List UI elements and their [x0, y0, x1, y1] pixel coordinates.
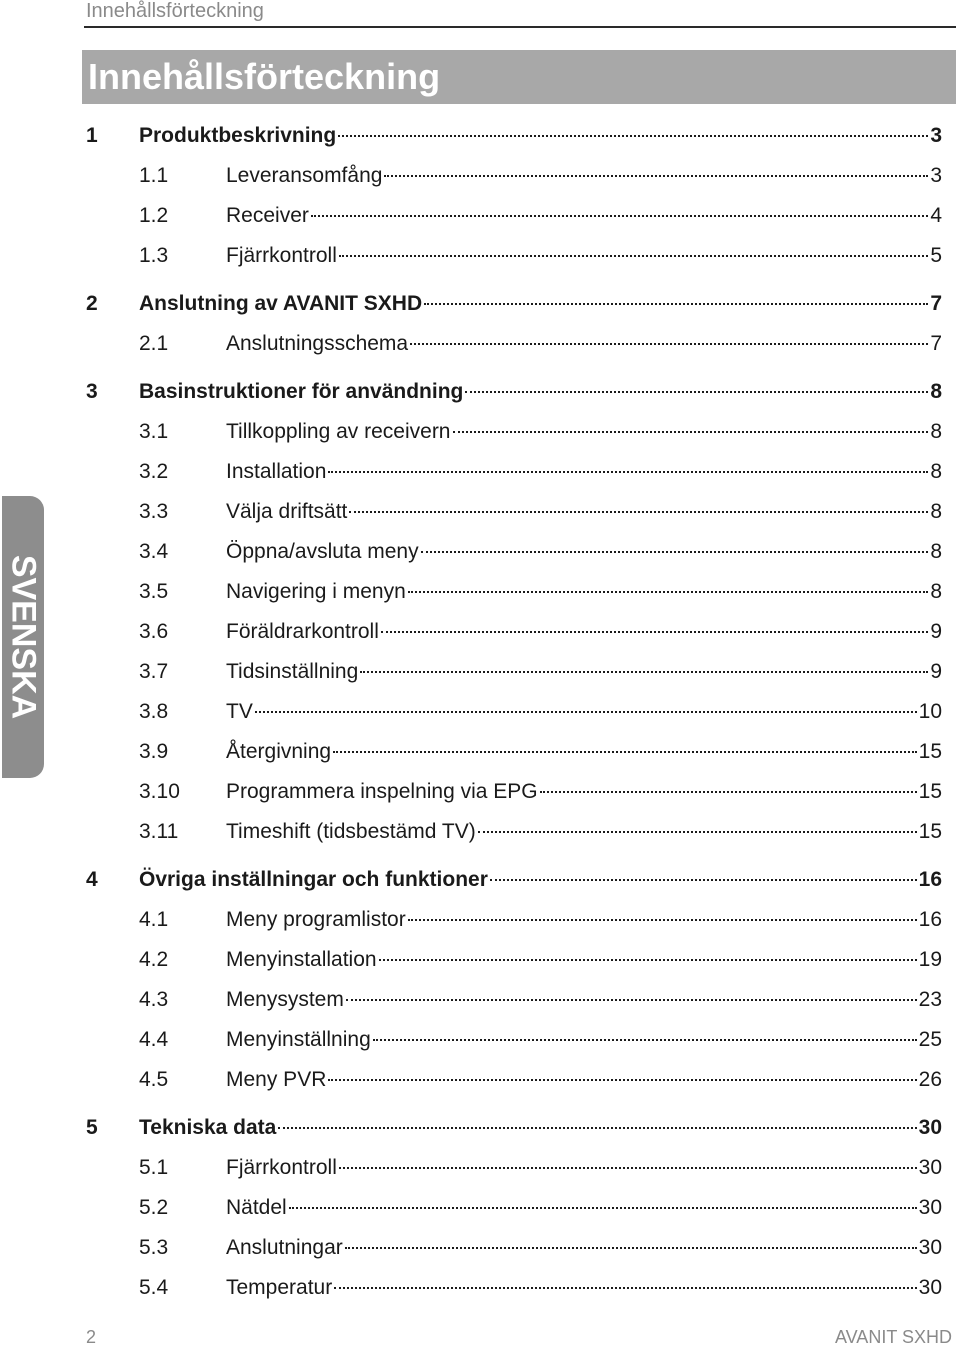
toc-entry-number: 3.7 [139, 660, 169, 683]
toc-section-row[interactable] [86, 1060, 942, 1100]
toc-section-row[interactable] [86, 1268, 942, 1308]
toc-section-row[interactable] [86, 452, 942, 492]
page-title: Innehållsförteckning [88, 56, 441, 97]
toc-section-row[interactable] [86, 940, 942, 980]
toc-section-row[interactable] [86, 236, 942, 276]
toc-dot-leader [421, 550, 929, 553]
toc-entry-page: 23 [918, 988, 942, 1011]
toc-entry-page: 26 [918, 1068, 942, 1091]
toc-section-row[interactable] [86, 412, 942, 452]
toc-entry-title: Tillkoppling av receivern [226, 420, 451, 443]
toc-entry-number: 4.3 [139, 988, 169, 1011]
toc-entry-title: Fjärrkontroll [226, 244, 337, 267]
toc-entry-number: 4.2 [139, 948, 169, 971]
toc-section-row[interactable] [86, 1148, 942, 1188]
toc-entry-page: 15 [918, 740, 942, 763]
toc-entry-title: Välja driftsätt [226, 500, 348, 523]
toc-entry-page: 25 [918, 1028, 942, 1051]
toc-dot-leader [379, 958, 917, 961]
toc-dot-leader [278, 1126, 916, 1129]
toc-section-row[interactable] [86, 1228, 942, 1268]
toc-dot-leader [453, 430, 929, 433]
toc-entry-title: Menyinstallation [226, 948, 377, 971]
toc-entry-title: Meny PVR [226, 1068, 327, 1091]
toc-entry-number: 1.1 [139, 164, 169, 187]
toc-entry-page: 15 [918, 820, 942, 843]
toc-entry-title: Installation [226, 460, 327, 483]
toc-chapter-row[interactable] [86, 372, 942, 412]
toc-entry-title: Övriga inställningar och funktioner [139, 868, 488, 891]
toc-section-row[interactable] [86, 652, 942, 692]
toc-dot-leader [289, 1206, 917, 1209]
toc-entry-title: TV [226, 700, 253, 723]
toc-section-row[interactable] [86, 572, 942, 612]
toc-entry-number: 2 [86, 292, 98, 315]
toc-entry-number: 3.8 [139, 700, 169, 723]
toc-entry-title: Menyinställning [226, 1028, 371, 1051]
toc-chapter-row[interactable] [86, 284, 942, 324]
toc-entry-page: 4 [930, 204, 942, 227]
toc-entry-page: 9 [930, 620, 942, 643]
toc-entry-number: 3 [86, 380, 98, 403]
toc-dot-leader [339, 254, 928, 257]
toc-entry-number: 4.1 [139, 908, 169, 931]
toc-dot-leader [360, 670, 928, 673]
toc-entry-number: 3.9 [139, 740, 169, 763]
toc-entry-number: 3.3 [139, 500, 169, 523]
language-tab-label: SVENSKA [4, 554, 43, 720]
toc-dot-leader [349, 510, 928, 513]
toc-dot-leader [384, 174, 928, 177]
toc-dot-leader [424, 302, 928, 305]
toc-section-row[interactable] [86, 732, 942, 772]
toc-dot-leader [408, 590, 929, 593]
toc-section-row[interactable] [86, 156, 942, 196]
toc-entry-number: 1 [86, 124, 98, 147]
toc-entry-title: Återgivning [226, 740, 332, 763]
toc-entry-page: 8 [930, 460, 942, 483]
toc-chapter-row[interactable] [86, 1108, 942, 1148]
toc-entry-page: 16 [918, 908, 942, 931]
toc-entry-title: Anslutning av AVANIT SXHD [139, 292, 423, 315]
toc-entry-title: Tidsinställning [226, 660, 359, 683]
toc-entry-number: 1.2 [139, 204, 169, 227]
header-divider [84, 26, 956, 28]
toc-dot-leader [334, 1286, 916, 1289]
toc-chapter-row[interactable] [86, 116, 942, 156]
toc-dot-leader [333, 750, 917, 753]
toc-entry-number: 3.6 [139, 620, 169, 643]
toc-entry-page: 30 [918, 1196, 942, 1219]
toc-entry-number: 2.1 [139, 332, 169, 355]
toc-chapter-row[interactable] [86, 860, 942, 900]
toc-entry-number: 3.4 [139, 540, 169, 563]
toc-entry-number: 5.2 [139, 1196, 169, 1219]
toc-entry-page: 19 [918, 948, 942, 971]
toc-section-row[interactable] [86, 812, 942, 852]
toc-entry-title: Navigering i menyn [226, 580, 406, 603]
toc-entry-number: 3.11 [139, 820, 179, 843]
toc-dot-leader [346, 998, 917, 1001]
toc-entry-title: Föräldrarkontroll [226, 620, 379, 643]
toc-dot-leader [338, 134, 928, 137]
toc-dot-leader [478, 830, 917, 833]
toc-entry-page: 30 [918, 1156, 942, 1179]
toc-entry-page: 30 [918, 1236, 942, 1259]
toc-entry-number: 3.1 [139, 420, 169, 443]
toc-section-row[interactable] [86, 772, 942, 812]
toc-entry-page: 15 [918, 780, 942, 803]
toc-section-row[interactable] [86, 900, 942, 940]
toc-entry-page: 3 [930, 164, 942, 187]
toc-entry-number: 3.2 [139, 460, 169, 483]
toc-entry-page: 7 [930, 332, 942, 355]
toc-entry-number: 4.5 [139, 1068, 169, 1091]
toc-dot-leader [328, 1078, 916, 1081]
toc-dot-leader [328, 470, 928, 473]
toc-dot-leader [408, 918, 917, 921]
toc-entry-page: 8 [930, 500, 942, 523]
toc-entry-title: Temperatur [226, 1276, 333, 1299]
toc-dot-leader [373, 1038, 917, 1041]
title-bar [82, 50, 956, 104]
table-of-contents [86, 116, 942, 1308]
toc-dot-leader [540, 790, 917, 793]
toc-entry-title: Basinstruktioner för användning [139, 380, 464, 403]
footer-model-name: AVANIT SXHD [834, 1327, 952, 1347]
toc-entry-number: 1.3 [139, 244, 169, 267]
toc-entry-page: 8 [930, 380, 942, 403]
toc-section-row[interactable] [86, 1188, 942, 1228]
toc-entry-number: 3.10 [139, 780, 180, 803]
toc-entry-title: Öppna/avsluta meny [226, 540, 419, 563]
toc-section-row[interactable] [86, 324, 942, 364]
toc-entry-page: 3 [930, 124, 942, 147]
toc-entry-number: 4 [86, 868, 98, 891]
toc-entry-title: Nätdel [226, 1196, 287, 1219]
toc-dot-leader [339, 1166, 917, 1169]
toc-section-row[interactable] [86, 492, 942, 532]
toc-section-row[interactable] [86, 1020, 942, 1060]
toc-entry-title: Meny programlistor [226, 908, 406, 931]
toc-dot-leader [255, 710, 917, 713]
toc-section-row[interactable] [86, 980, 942, 1020]
toc-entry-page: 5 [930, 244, 942, 267]
toc-dot-leader [490, 878, 917, 881]
toc-entry-title: Menysystem [226, 988, 344, 1011]
toc-entry-title: Anslutningsschema [226, 332, 409, 355]
toc-entry-number: 5 [86, 1116, 98, 1139]
toc-entry-page: 9 [930, 660, 942, 683]
toc-entry-page: 8 [930, 540, 942, 563]
toc-dot-leader [465, 390, 928, 393]
toc-entry-title: Produktbeskrivning [139, 124, 337, 147]
toc-entry-page: 30 [918, 1116, 942, 1139]
toc-entry-number: 5.3 [139, 1236, 169, 1259]
toc-entry-number: 5.1 [139, 1156, 169, 1179]
toc-section-row[interactable] [86, 612, 942, 652]
toc-entry-title: Anslutningar [226, 1236, 343, 1259]
toc-dot-leader [410, 342, 928, 345]
toc-section-row[interactable] [86, 196, 942, 236]
toc-section-row[interactable] [86, 692, 942, 732]
footer-page-number: 2 [86, 1327, 97, 1347]
toc-entry-title: Programmera inspelning via EPG [226, 780, 538, 803]
toc-entry-page: 16 [918, 868, 942, 891]
toc-dot-leader [311, 214, 928, 217]
toc-entry-number: 5.4 [139, 1276, 169, 1299]
toc-entry-number: 4.4 [139, 1028, 169, 1051]
toc-entry-page: 8 [930, 420, 942, 443]
toc-entry-title: Fjärrkontroll [226, 1156, 337, 1179]
toc-entry-title: Timeshift (tidsbestämd TV) [226, 820, 476, 843]
toc-section-row[interactable] [86, 532, 942, 572]
language-side-tab [2, 496, 44, 778]
toc-entry-page: 7 [930, 292, 942, 315]
toc-dot-leader [345, 1246, 917, 1249]
toc-entry-title: Tekniska data [139, 1116, 277, 1139]
toc-entry-number: 3.5 [139, 580, 169, 603]
toc-entry-page: 8 [930, 580, 942, 603]
toc-entry-title: Receiver [226, 204, 309, 227]
running-header: Innehållsförteckning [86, 0, 264, 22]
toc-entry-page: 30 [918, 1276, 942, 1299]
toc-entry-title: Leveransomfång [226, 164, 383, 187]
toc-dot-leader [381, 630, 928, 633]
toc-entry-page: 10 [918, 700, 942, 723]
